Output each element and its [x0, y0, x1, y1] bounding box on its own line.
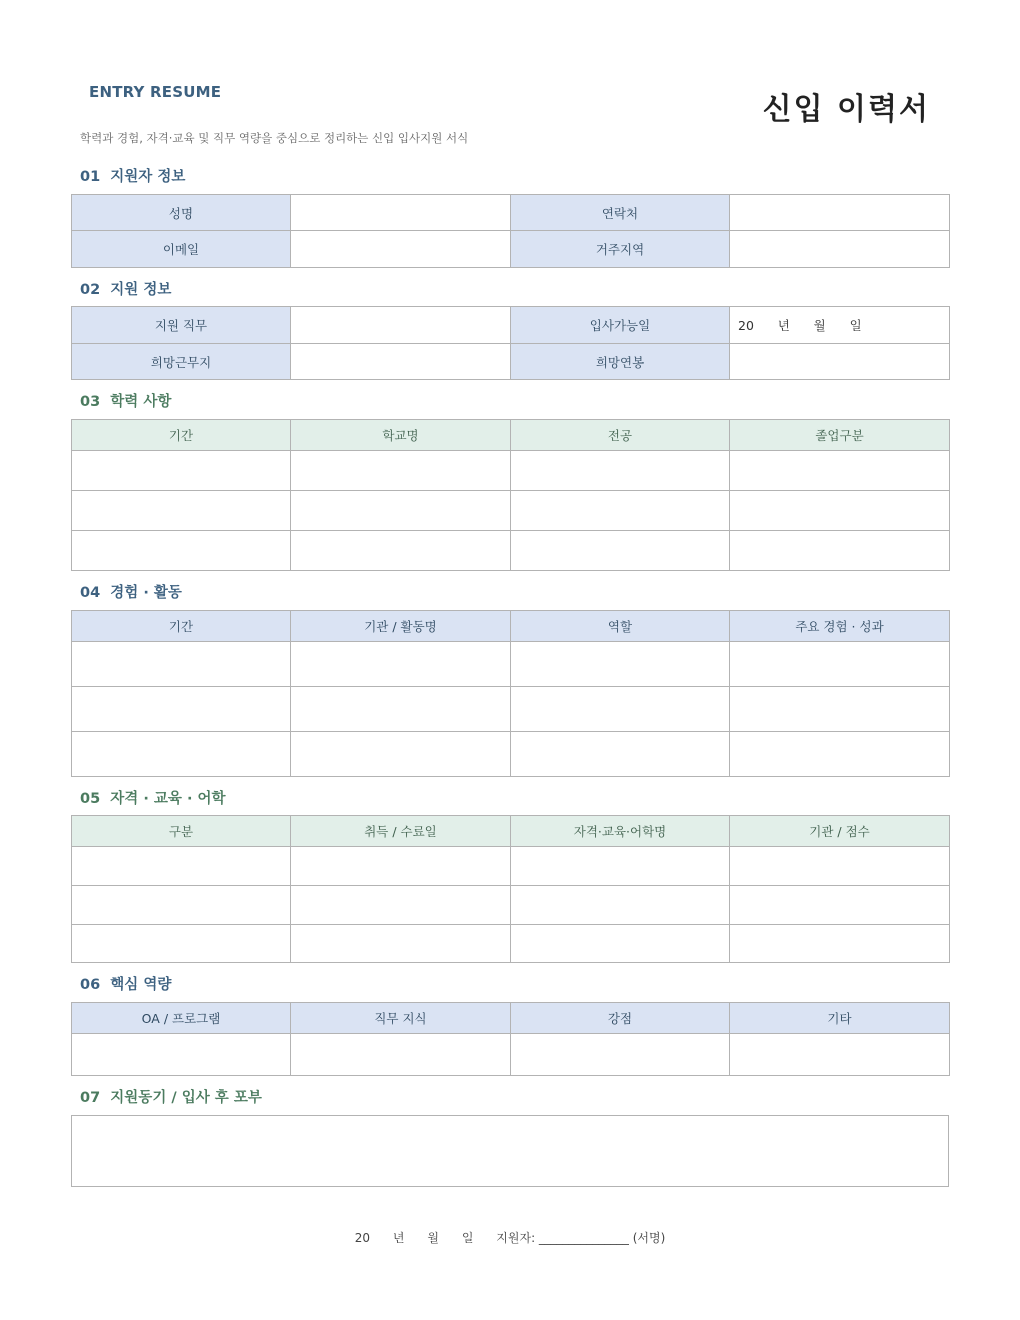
- english-title: ENTRY RESUME: [89, 83, 222, 101]
- job-field[interactable]: [291, 307, 511, 344]
- table-cell[interactable]: [730, 886, 950, 925]
- table-cell[interactable]: [291, 451, 511, 491]
- contact-label: 연락처: [511, 195, 730, 231]
- signature-line: 20 년 월 일 지원자: _______________ (서명): [354, 1231, 666, 1245]
- column-header: 졸업구분: [730, 420, 950, 451]
- table-cell[interactable]: [511, 925, 730, 963]
- table-row: [72, 732, 950, 777]
- table-cell[interactable]: [72, 732, 291, 777]
- table-cell[interactable]: [511, 451, 730, 491]
- table-cell[interactable]: [72, 491, 291, 531]
- section-02-title: 02 지원 정보: [80, 282, 172, 298]
- table-row: [72, 531, 950, 571]
- experience-table: [71, 610, 950, 777]
- email-field[interactable]: [291, 231, 511, 268]
- table-cell[interactable]: [730, 642, 950, 687]
- table-cell[interactable]: [730, 687, 950, 732]
- name-label: 성명: [72, 195, 291, 231]
- table-cell[interactable]: [511, 642, 730, 687]
- table-cell[interactable]: [511, 687, 730, 732]
- residence-label: 거주지역: [511, 231, 730, 268]
- table-cell[interactable]: [72, 886, 291, 925]
- column-header: 기관 / 활동명: [291, 611, 511, 642]
- table-cell[interactable]: [730, 491, 950, 531]
- job-label: 지원 직무: [72, 307, 291, 344]
- table-cell[interactable]: [72, 847, 291, 886]
- workplace-label: 희망근무지: [72, 344, 291, 380]
- certification-table: [71, 815, 950, 963]
- table-row: [72, 847, 950, 886]
- column-header: 기간: [72, 611, 291, 642]
- table-cell[interactable]: [511, 847, 730, 886]
- table-cell[interactable]: [511, 732, 730, 777]
- core-competency-table: [71, 1002, 950, 1076]
- motivation-box: [71, 1115, 949, 1187]
- table-row: [72, 925, 950, 963]
- column-header: 구분: [72, 816, 291, 847]
- column-header: 기타: [730, 1003, 950, 1034]
- section-03-title: 03 학력 사항: [80, 394, 172, 410]
- table-cell[interactable]: [291, 687, 511, 732]
- table-cell[interactable]: [72, 642, 291, 687]
- table-cell[interactable]: [72, 531, 291, 571]
- column-header: 역할: [511, 611, 730, 642]
- document-title: 신입 이력서: [762, 92, 930, 127]
- table-cell[interactable]: [72, 1034, 291, 1076]
- application-info-table: [71, 306, 950, 380]
- table-row: [72, 451, 950, 491]
- table-cell[interactable]: [291, 1034, 511, 1076]
- table-row: [72, 886, 950, 925]
- table-cell[interactable]: [291, 925, 511, 963]
- motivation-field[interactable]: [72, 1116, 949, 1187]
- table-cell[interactable]: [291, 732, 511, 777]
- table-cell[interactable]: [511, 491, 730, 531]
- section-06-title: 06 핵심 역량: [80, 977, 172, 993]
- column-header: 취득 / 수료일: [291, 816, 511, 847]
- residence-field[interactable]: [730, 231, 950, 268]
- salary-field[interactable]: [730, 344, 950, 380]
- column-header: 기간: [72, 420, 291, 451]
- table-cell[interactable]: [730, 847, 950, 886]
- table-cell[interactable]: [730, 732, 950, 777]
- workplace-field[interactable]: [291, 344, 511, 380]
- table-row: [72, 687, 950, 732]
- table-cell[interactable]: [730, 451, 950, 491]
- table-row: [72, 642, 950, 687]
- column-header: 전공: [511, 420, 730, 451]
- table-cell[interactable]: [291, 847, 511, 886]
- column-header: 직무 지식: [291, 1003, 511, 1034]
- table-cell[interactable]: [511, 886, 730, 925]
- table-cell[interactable]: [291, 491, 511, 531]
- table-cell[interactable]: [72, 451, 291, 491]
- email-label: 이메일: [72, 231, 291, 268]
- column-header: 주요 경험 · 성과: [730, 611, 950, 642]
- table-cell[interactable]: [291, 531, 511, 571]
- table-cell[interactable]: [291, 886, 511, 925]
- table-cell[interactable]: [291, 642, 511, 687]
- education-table: [71, 419, 950, 571]
- salary-label: 희망연봉: [511, 344, 730, 380]
- table-row: [72, 491, 950, 531]
- column-header: 기관 / 점수: [730, 816, 950, 847]
- table-cell[interactable]: [72, 687, 291, 732]
- table-cell[interactable]: [730, 531, 950, 571]
- table-cell[interactable]: [511, 531, 730, 571]
- column-header: 학교명: [291, 420, 511, 451]
- section-01-title: 01 지원자 정보: [80, 169, 186, 185]
- applicant-info-table: [71, 194, 950, 268]
- section-04-title: 04 경험 · 활동: [80, 585, 182, 601]
- table-cell[interactable]: [72, 925, 291, 963]
- column-header: 자격·교육·어학명: [511, 816, 730, 847]
- table-cell[interactable]: [511, 1034, 730, 1076]
- start-date-label: 입사가능일: [511, 307, 730, 344]
- table-cell[interactable]: [730, 1034, 950, 1076]
- start-date-field[interactable]: 20 년 월 일: [730, 307, 950, 344]
- table-cell[interactable]: [730, 925, 950, 963]
- column-header: OA / 프로그램: [72, 1003, 291, 1034]
- table-row: [72, 1034, 950, 1076]
- document-subtitle: 학력과 경험, 자격·교육 및 직무 역량을 중심으로 정리하는 신입 입사지원 서식: [80, 131, 469, 145]
- name-field[interactable]: [291, 195, 511, 231]
- section-05-title: 05 자격 · 교육 · 어학: [80, 791, 226, 807]
- section-07-title: 07 지원동기 / 입사 후 포부: [80, 1090, 262, 1106]
- contact-field[interactable]: [730, 195, 950, 231]
- column-header: 강점: [511, 1003, 730, 1034]
